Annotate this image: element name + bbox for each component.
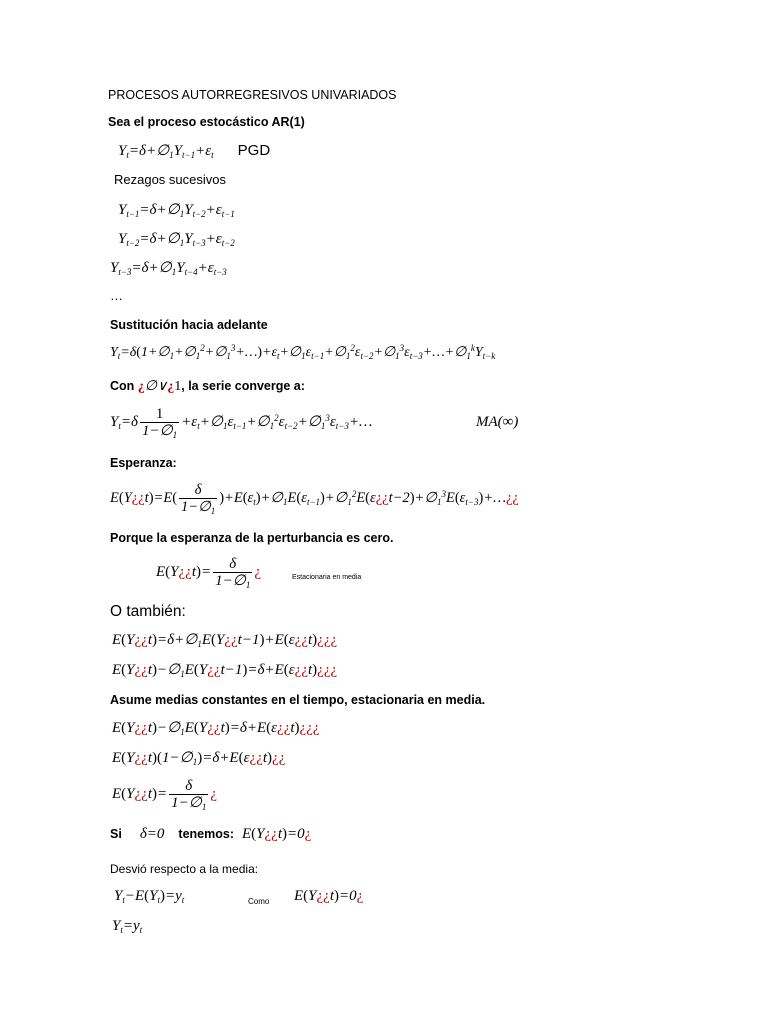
lag3-equation: $Y_{t-3}=\delta+\emptyset_1Y_{t-4}+\varepsilon_{t-3}$ (110, 260, 227, 277)
como-label: Como (248, 897, 270, 906)
si-label: Si (110, 827, 122, 841)
tenemos-label: tenemos: (178, 827, 234, 841)
convergence-condition: Con ¿∅∨¿1, la serie converge a: (110, 379, 305, 394)
ma-infinity-label: MA(∞) (476, 414, 519, 430)
sustitucion-label: Sustitución hacia adelante (110, 318, 268, 332)
ar1-equation: $Y_t=\delta+\emptyset_1Y_{t-1}+\varepsilon_t$ PGD (118, 142, 271, 160)
page-title: PROCESOS AUTORREGRESIVOS UNIVARIADOS (108, 88, 397, 102)
esperanza-label: Esperanza: (110, 456, 177, 470)
intro-text: Sea el proceso estocástico AR(1) (108, 115, 305, 129)
mean-equation: E(Y¿¿t)= $\frac{\delta}{1-\emptyset_1}$ ¿ (156, 556, 262, 590)
rezagos-label: Rezagos sucesivos (114, 172, 226, 187)
estacionaria-note: Estacionaria en media (292, 574, 362, 581)
forward-substitution-equation: $Y_t=\delta(1+\emptyset_1+\emptyset_1^2+\emptyset_1^3+\dots)+\varepsilon_t+\emptyset_1\varepsilon_{t-1}+\emptyset_1^2\varepsilon_{t-2}+\emptyset_1^3\varepsilon_{t-3}+\dots+\emptyset_1^kY_{t-k}$ (110, 343, 496, 361)
pgd-label: PGD (237, 142, 271, 159)
alt-equation-2: $E(Y¿¿t)-\emptyset_1E(Y¿¿t-1)=\delta+E(\varepsilon¿¿t)¿¿¿$ (112, 662, 338, 679)
expectation-equation: E(Y¿¿t)=E( $\frac{\delta}{1-\emptyset_1}$ )$+E(\varepsilon_t)+\emptyset_1E(\varepsilon_{t-1})+\emptyset_1^2E(\varepsilon¿¿t-2)+\emptyset_1^3E(\varepsilon_{t-3})+\dots¿¿$ (110, 482, 519, 516)
como-equation: E(Y¿¿t)=0¿ (294, 888, 364, 904)
asume-label: Asume medias constantes en el tiempo, estacionaria en media. (110, 693, 486, 707)
lag1-equation: $Y_{t-1}=\delta+\emptyset_1Y_{t-2}+\varepsilon_{t-1}$ (118, 202, 235, 219)
alt-equation-1: $E(Y¿¿t)=\delta+\emptyset_1E(Y¿¿t-1)+E(\varepsilon¿¿t)¿¿¿$ (112, 632, 338, 649)
const-mean-equation-3: E(Y¿¿t)= $\frac{\delta}{1-\emptyset_1}$ ¿ (112, 778, 218, 812)
deviation-equation: $Y_t-E(Y_t)=y_t$ (114, 888, 185, 905)
const-mean-equation-1: $E(Y¿¿t)-\emptyset_1E(Y¿¿t)=\delta+E(\varepsilon¿¿t)¿¿¿$ (112, 720, 320, 737)
converge-text: , la serie converge a: (181, 379, 305, 393)
con-label: Con (110, 379, 135, 393)
tambien-label: O también: (110, 603, 186, 620)
lag2-equation: $Y_{t-2}=\delta+\emptyset_1Y_{t-3}+\varepsilon_{t-2}$ (118, 231, 235, 248)
porque-label: Porque la esperanza de la perturbancia es cero. (110, 531, 394, 545)
const-mean-equation-2: $E(Y¿¿t)(1-\emptyset_1)=\delta+E(\varepsilon¿¿t)¿¿$ (112, 750, 286, 767)
final-equation: $Y_t=y_t$ (112, 918, 143, 935)
zero-delta-statement: Si δ=0 tenemos: E(Y¿¿t)=0¿ (110, 826, 312, 842)
ellipsis: … (110, 288, 123, 303)
desvio-label: Desvió respecto a la media: (110, 862, 259, 876)
ma-infinity-equation: $Y_t=\delta$ $\frac{1}{1-\emptyset_1}$ $+\varepsilon_t+\emptyset_1\varepsilon_{t-1}+\emptyset_1^2\varepsilon_{t-2}+\emptyset_1^3\varepsilon_{t-3}+\dots$ (110, 406, 373, 440)
